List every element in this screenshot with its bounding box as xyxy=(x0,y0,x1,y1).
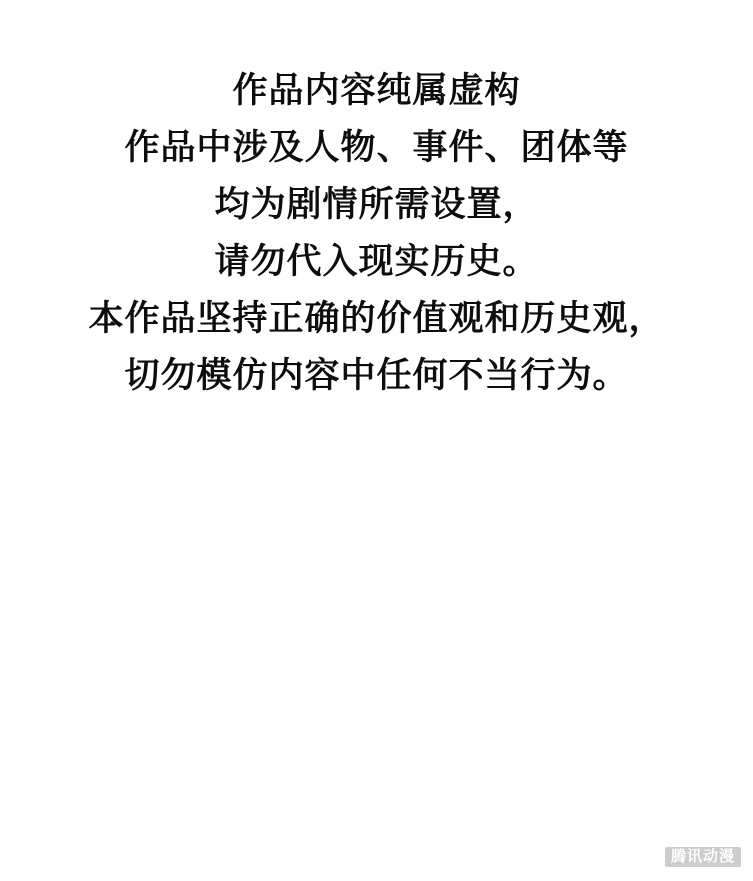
disclaimer-line-1: 作品内容纯属虚构 xyxy=(232,71,521,110)
disclaimer-line-5: 本作品坚持正确的价值观和历史观， xyxy=(88,299,665,338)
watermark xyxy=(665,847,741,867)
disclaimer-line-6: 切勿模仿内容中任何不当行为。 xyxy=(124,356,629,395)
disclaimer-line-4: 请勿代入现实历史。 xyxy=(214,242,539,281)
watermark-label: 腾讯动漫 xyxy=(665,847,741,867)
disclaimer-line-3: 均为剧情所需设置， xyxy=(214,185,539,224)
disclaimer-line-2: 作品中涉及人物、事件、团体等 xyxy=(124,128,629,167)
disclaimer-text-block xyxy=(0,62,753,404)
